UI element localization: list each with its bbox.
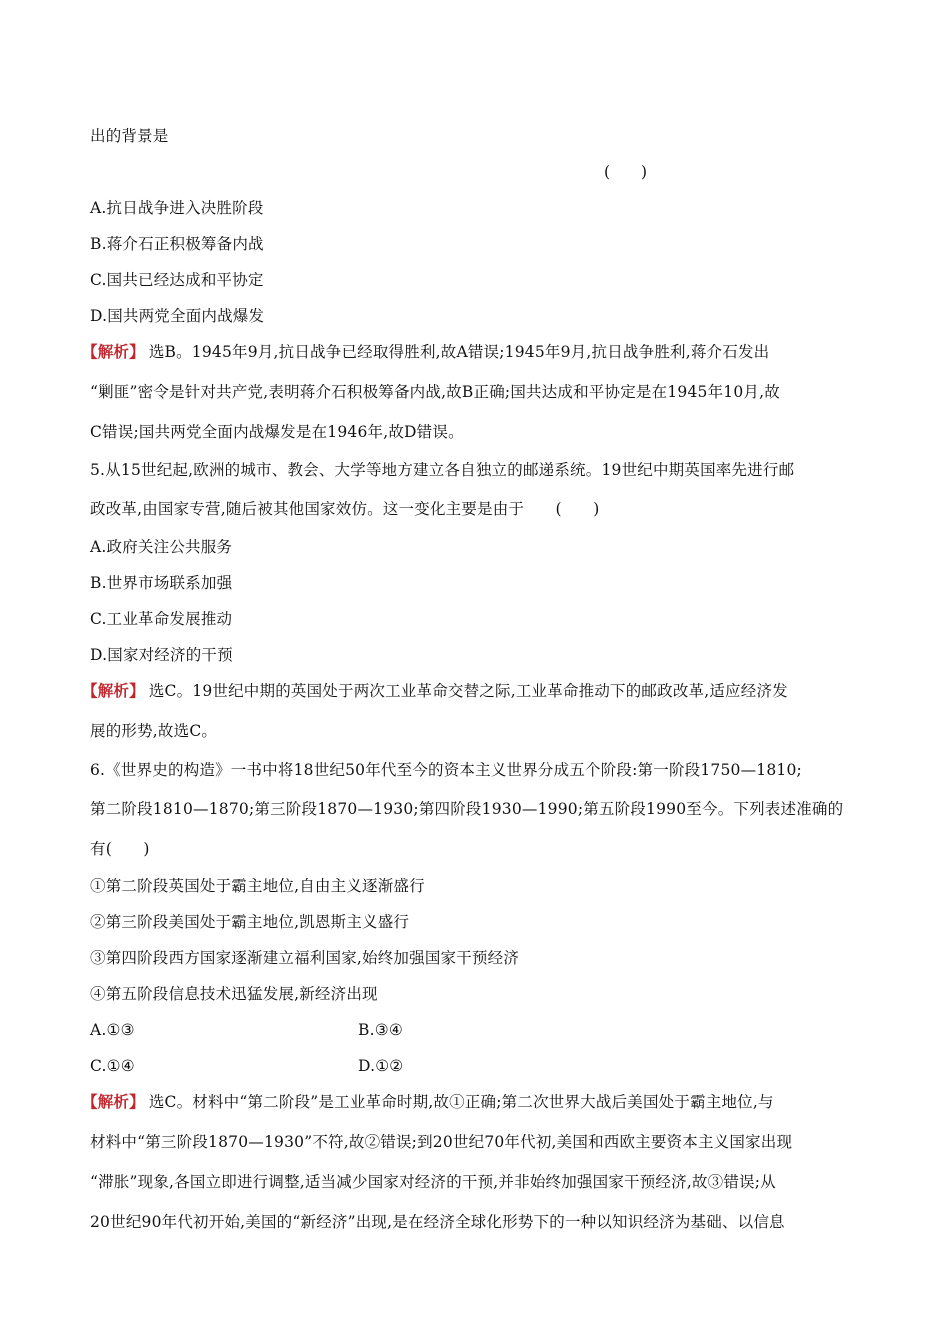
q6-analysis-label: 解析 (97, 1092, 130, 1111)
q6-analysis-text-1: 选C。材料中“第二阶段”是工业革命时期,故①正确;第二次世界大战后美国处于霸主地位,与 (148, 1093, 774, 1111)
q6-statement-2: ②第三阶段美国处于霸主地位,凯恩斯主义盛行 (90, 913, 410, 931)
q4-analysis-line-3: C错误;国共两党全面内战爆发是在1946年,故D错误。 (90, 423, 464, 441)
q6-statement-4: ④第五阶段信息技术迅猛发展,新经济出现 (90, 985, 378, 1003)
q4-analysis-tag: 【解析】 (82, 342, 145, 361)
q5-analysis-line-2: 展的形势,故选C。 (90, 722, 218, 740)
q6-option-c: C.①④ (90, 1057, 135, 1075)
q6-analysis-line-1 (82, 1090, 862, 1114)
q4-option-b: B.蒋介石正积极筹备内战 (90, 235, 264, 253)
q5-stem-line-1: 5.从15世纪起,欧洲的城市、教会、大学等地方建立各自独立的邮递系统。19世纪中期英国率先进行邮 (90, 461, 795, 479)
q4-stem-tail: 出的背景是 (90, 127, 169, 145)
q5-analysis-text-1: 选C。19世纪中期的英国处于两次工业革命交替之际,工业革命推动下的邮政改革,适应经济发 (148, 682, 788, 700)
q6-analysis-line-4: 20世纪90年代初开始,美国的“新经济”出现,是在经济全球化形势下的一种以知识经济为基础、以信息 (90, 1213, 785, 1231)
q6-options-row-1 (90, 1018, 870, 1042)
q6-stem-line-2: 第二阶段1810—1870;第三阶段1870—1930;第四阶段1930—1990;第五阶段1990至今。下列表述准确的 (90, 800, 844, 818)
q6-option-b: B.③④ (358, 1021, 403, 1039)
q4-option-c: C.国共已经达成和平协定 (90, 271, 264, 289)
q5-option-a: A.政府关注公共服务 (90, 538, 233, 556)
q4-analysis-text-1: 选B。1945年9月,抗日战争已经取得胜利,故A错误;1945年9月,抗日战争胜利,蒋介石发出 (148, 343, 770, 361)
q5-analysis-label: 解析 (97, 681, 130, 700)
q4-analysis-label: 解析 (97, 342, 130, 361)
q6-analysis-line-2: 材料中“第三阶段1870—1930”不符,故②错误;到20世纪70年代初,美国和西欧主要资本主义国家出现 (90, 1133, 793, 1151)
q5-analysis-line-1 (82, 679, 862, 703)
q4-option-d: D.国共两党全面内战爆发 (90, 307, 265, 325)
q5-option-c: C.工业革命发展推动 (90, 610, 233, 628)
q6-option-d: D.①② (358, 1057, 404, 1075)
q4-option-a: A.抗日战争进入决胜阶段 (90, 199, 264, 217)
q6-statement-1: ①第二阶段英国处于霸主地位,自由主义逐渐盛行 (90, 877, 425, 895)
q5-stem-line-2: 政改革,由国家专营,随后被其他国家效仿。这一变化主要是由于 ( ) (90, 500, 600, 518)
q6-stem-line-3: 有( ) (90, 840, 150, 858)
q6-stem-line-1: 6.《世界史的构造》一书中将18世纪50年代至今的资本主义世界分成五个阶段:第一阶段1750—1810; (90, 761, 802, 779)
q6-analysis-tag: 【解析】 (82, 1092, 145, 1111)
q5-option-d: D.国家对经济的干预 (90, 646, 233, 664)
q6-option-a: A.①③ (90, 1021, 135, 1039)
q6-options-row-2 (90, 1054, 870, 1078)
q4-analysis-line-1 (82, 340, 862, 364)
q5-analysis-tag: 【解析】 (82, 681, 145, 700)
q4-answer-paren: ( ) (604, 163, 648, 181)
q4-analysis-line-2: “剿匪”密令是针对共产党,表明蒋介石积极筹备内战,故B正确;国共达成和平协定是在1945年10月,故 (90, 383, 780, 401)
q6-statement-3: ③第四阶段西方国家逐渐建立福利国家,始终加强国家干预经济 (90, 949, 520, 967)
q6-analysis-line-3: “滞胀”现象,各国立即进行调整,适当减少国家对经济的干预,并非始终加强国家干预经济,故③错误;从 (90, 1173, 776, 1191)
q5-option-b: B.世界市场联系加强 (90, 574, 233, 592)
